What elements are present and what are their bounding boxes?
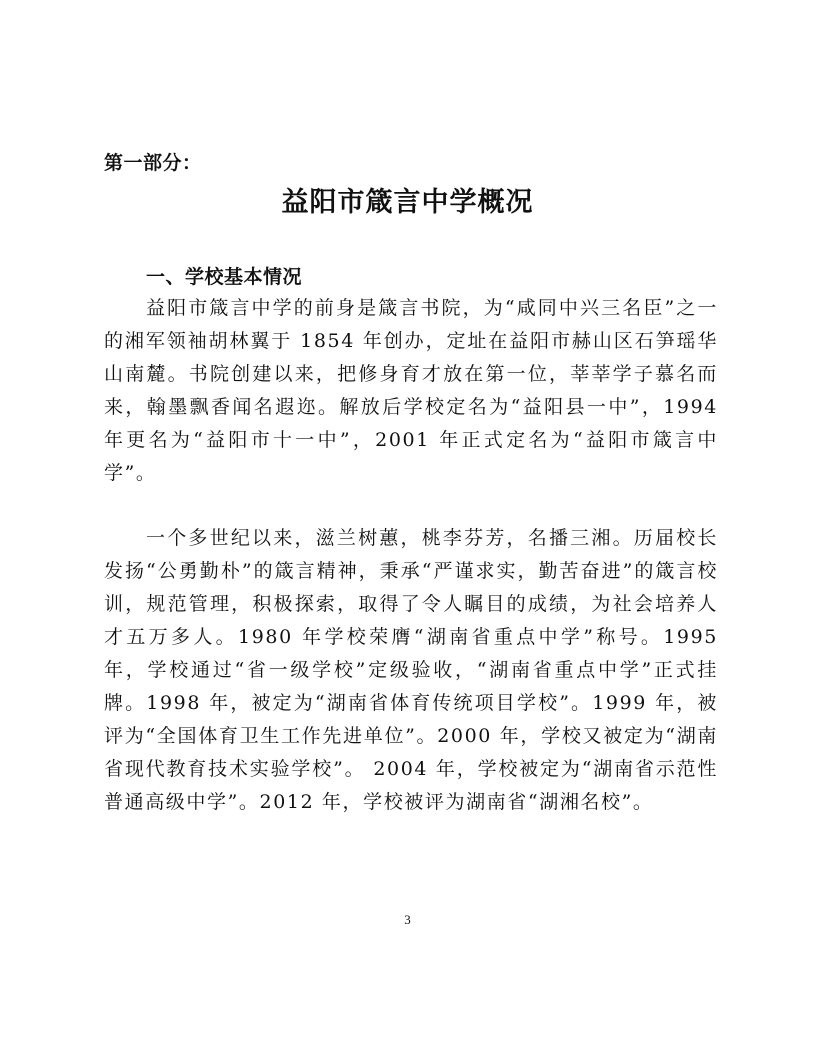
paragraph-achievements: 一个多世纪以来，滋兰树蕙，桃李芬芳，名播三湘。历届校长发扬“公勇勤朴”的箴言精神，秉承“严谨求实，勤苦奋进”的箴言校训，规范管理，积极探索，取得了令人瞩目的成绩，为社会培养人才五万多人。1980 年学校荣膺“湖南省重点中学”称号。1995 年，学校通过“省一级学校”定级验收，“湖南省重点中学”正式挂牌。1998 年，被定为“湖南省体育传统项目学校”。1999 年，被评为“全国体育卫生工作先进单位”。2000 年，学校又被定为“湖南省现代教育技术实验学校”。 2004 年，学校被定为“湖南省示范性普通高级中学”。2012 年，学校被评为湖南省“湖湘名校”。 xyxy=(104,527,718,813)
section-heading: 一、学校基本情况 xyxy=(146,266,303,288)
document-title: 益阳市箴言中学概况 xyxy=(281,187,534,218)
page-number: 3 xyxy=(404,912,411,927)
part-label: 第一部分： xyxy=(104,152,202,174)
paragraph-history: 益阳市箴言中学的前身是箴言书院，为“咸同中兴三名臣”之一的湘军领袖胡林翼于 1854 年创办，定址在益阳市赫山区石笋瑶华山南麓。书院创建以来，把修身育才放在第一位，莘莘学子慕名而来，翰墨飘香闻名遐迩。解放后学校定名为“益阳县一中”，1994 年更名为“益阳市十一中”，2001 年正式定名为“益阳市箴言中学”。 xyxy=(104,297,718,484)
